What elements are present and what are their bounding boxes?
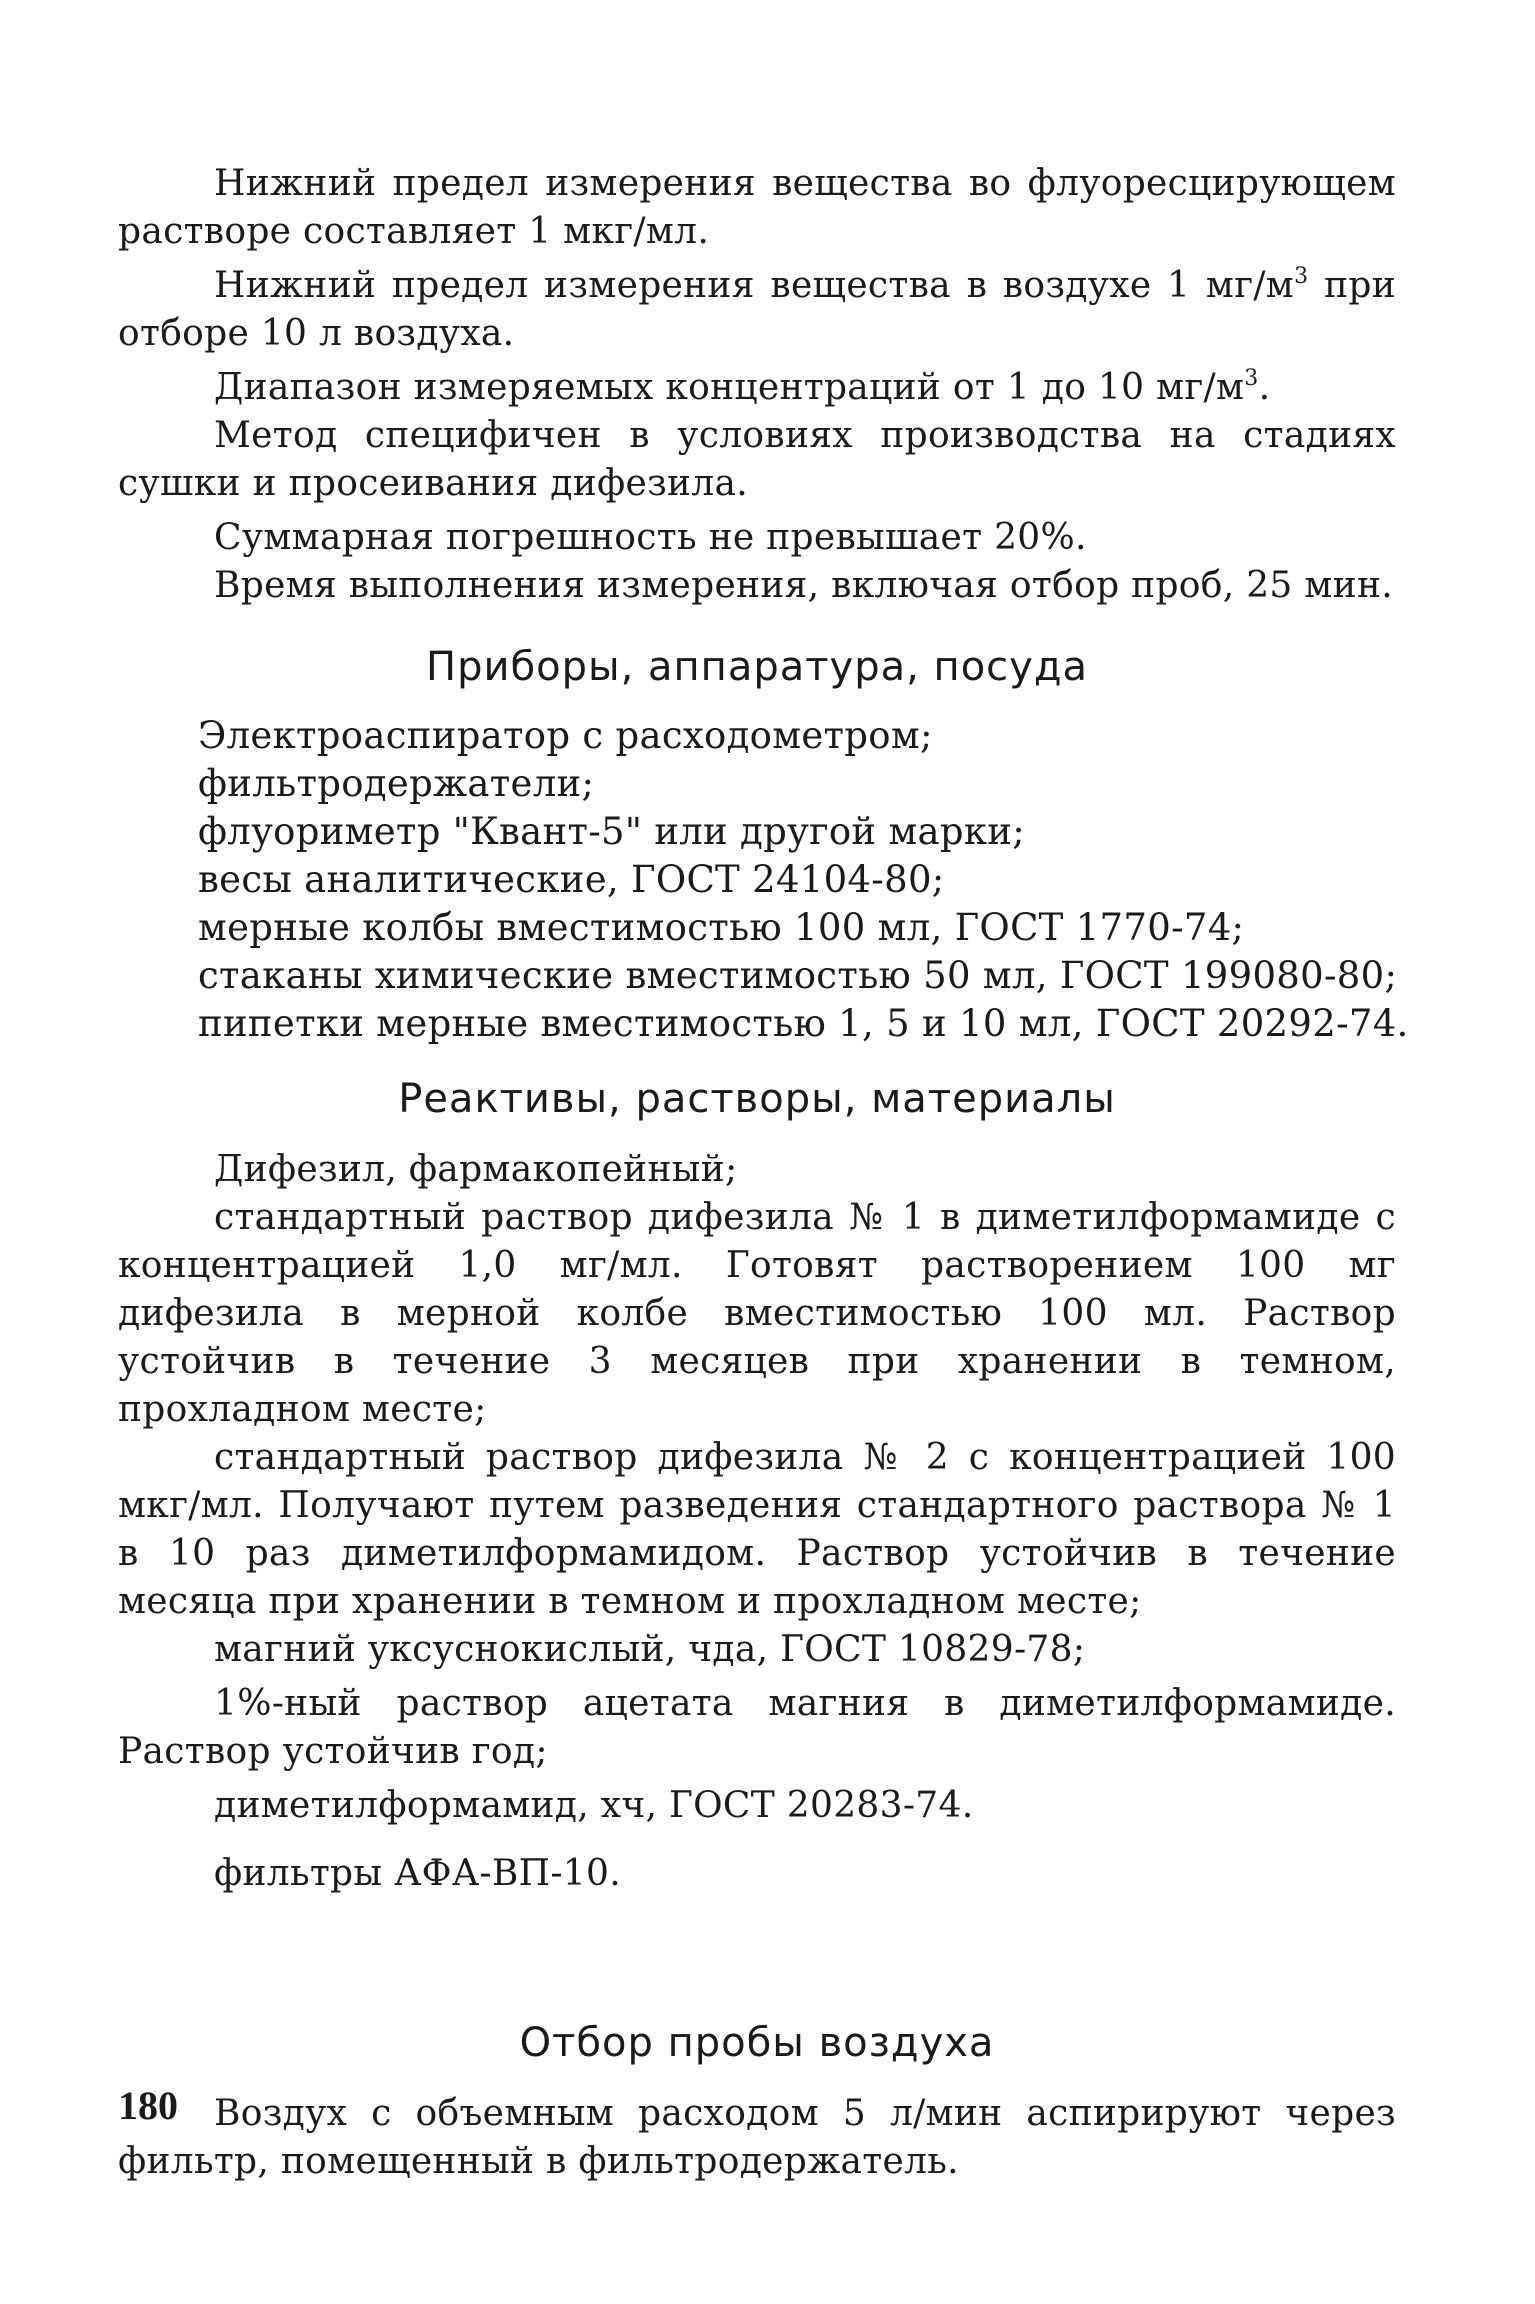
reagent-5: 1%-ный раствор ацетата магния в диметилформамиде. Раствор устойчив год; bbox=[118, 1683, 1396, 1772]
reagents-heading: Реактивы, растворы, материалы bbox=[398, 1076, 1116, 1122]
devices-item: мерные колбы вместимостью 100 мл, ГОСТ 1770-74; bbox=[198, 906, 1245, 949]
intro-p2-tail: при отборе 10 л воздуха. bbox=[118, 265, 1396, 354]
reagent-1: Дифезил, фармакопейный; bbox=[214, 1149, 738, 1190]
intro-p2-sup: 3 bbox=[1294, 264, 1309, 289]
devices-item: Электроаспиратор с расходометром; bbox=[198, 714, 933, 757]
devices-list bbox=[118, 712, 1409, 1048]
devices-item: пипетки мерные вместимостью 1, 5 и 10 мл, ГОСТ 20292-74. bbox=[198, 1002, 1409, 1045]
intro-paragraph-1: Нижний предел измерения вещества во флуоресцирующем растворе составляет 1 мкг/мл. bbox=[118, 163, 1396, 252]
sampling-text: Воздух с объемным расходом 5 л/мин аспирируют через фильтр, помещенный в фильтродержатель. bbox=[118, 2093, 1396, 2182]
intro-paragraph-3 bbox=[118, 364, 1396, 412]
intro-p3-main: Диапазон измеряемых концентраций от 1 до 10 мг/м bbox=[214, 367, 1245, 408]
devices-item: весы аналитические, ГОСТ 24104-80; bbox=[198, 858, 945, 901]
devices-item: фильтродержатели; bbox=[198, 762, 595, 805]
intro-p2-main: Нижний предел измерения вещества в воздухе 1 мг/м bbox=[214, 265, 1295, 306]
reagent-2: стандартный раствор дифезила № 1 в диметилформамиде с концентрацией 1,0 мг/мл. Готовят растворением 100 мг дифезила в мерной колбе вместимостью 100 мл. Раствор устойчив в течение 3 месяцев при хранении в темном, прохладном месте; bbox=[118, 1197, 1396, 1430]
sampling-heading: Отбор пробы воздуха bbox=[519, 2020, 995, 2066]
intro-p3-sup: 3 bbox=[1244, 366, 1259, 391]
devices-heading: Приборы, аппаратура, посуда bbox=[426, 644, 1088, 690]
page-content bbox=[118, 160, 1409, 2186]
devices-item: стаканы химические вместимостью 50 мл, ГОСТ 199080-80; bbox=[198, 954, 1398, 997]
reagent-6: диметилформамид, хч, ГОСТ 20283-74. bbox=[214, 1785, 974, 1826]
reagent-3: стандартный раствор дифезила № 2 с концентрацией 100 мкг/мл. Получают путем разведения стандартного раствора № 1 в 10 раз диметилформамидом. Раствор устойчив в течение месяца при хранении в темном и прохладном месте; bbox=[118, 1437, 1396, 1622]
intro-paragraph-2 bbox=[118, 262, 1396, 358]
intro-paragraph-6: Время выполнения измерения, включая отбор проб, 25 мин. bbox=[214, 565, 1394, 606]
reagent-4: магний уксуснокислый, чда, ГОСТ 10829-78; bbox=[214, 1629, 1086, 1670]
intro-paragraph-5: Суммарная погрешность не превышает 20%. bbox=[214, 517, 1087, 558]
page-number: 180 bbox=[118, 2083, 178, 2128]
reagent-7: фильтры АФА-ВП-10. bbox=[214, 1853, 621, 1894]
intro-p3-tail: . bbox=[1258, 367, 1271, 408]
intro-paragraph-4: Метод специфичен в условиях производства на стадиях сушки и просеивания дифезила. bbox=[118, 415, 1396, 504]
devices-item: флуориметр "Квант-5" или другой марки; bbox=[198, 810, 1026, 853]
